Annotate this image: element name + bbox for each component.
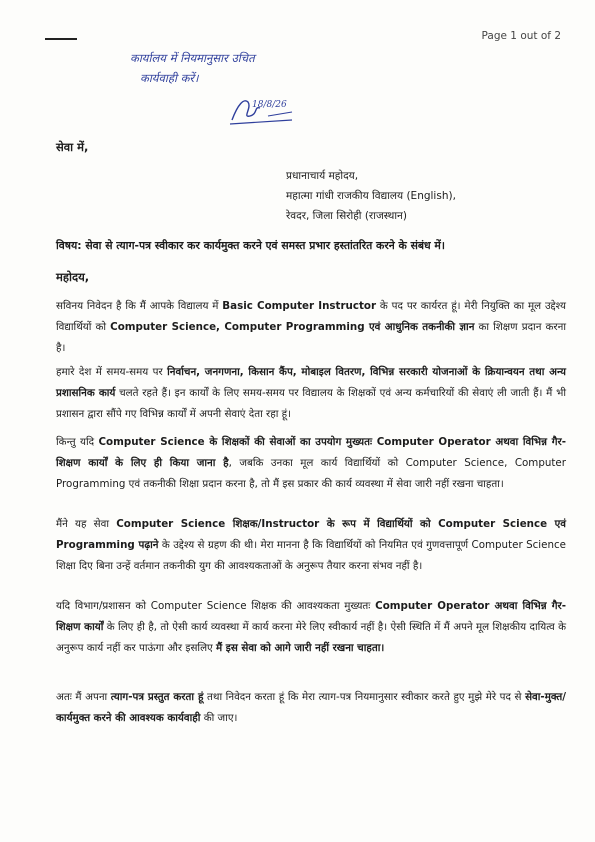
bold-text-run: निर्वाचन, जनगणना, किसान कैंप, मोबाइल वितरण, विभिन्न सरकारी योजनाओं के क्रियान्वयन तथा अन्य प्रशासनिक कार्य [56, 366, 567, 399]
handwritten-date: 18/8/26 [252, 100, 287, 110]
handwritten-signature [228, 94, 298, 128]
text-run: चलते रहते हैं। इन कार्यों के लिए समय-समय पर विद्यालय के शिक्षकों एवं अन्य कर्मचारियों की सेवाएं ली जाती हैं। मैं भी प्रशासन द्वारा सौंपे गए विभिन्न कार्यों में अपनी सेवाएं देता रहा हूं। [56, 387, 566, 420]
text-run: हमारे देश में समय-समय पर [56, 366, 168, 378]
address-line: प्रधानाचार्य महोदय, [286, 170, 359, 182]
bold-text-run: Basic Computer Instructor [222, 300, 377, 312]
body-paragraph [56, 687, 566, 729]
handwritten-note-line2: कार्यवाही करें। [140, 71, 199, 85]
body-paragraph [56, 514, 566, 577]
body-paragraph [56, 362, 566, 425]
salutation: सेवा में, [56, 140, 89, 154]
bold-text-run: त्याग-पत्र प्रस्तुत करता हूं [110, 691, 204, 703]
bold-text-run: Computer Science, Computer Programming एवं आधुनिक तकनीकी ज्ञान [110, 321, 475, 333]
text-run: किन्तु यदि [56, 436, 99, 448]
bold-text-run: Computer Science शिक्षक/Instructor के रूप में विद्यार्थियों को Computer Science एवं Programming पढ़ाने [56, 518, 567, 551]
text-run: मैंने यह सेवा [56, 518, 117, 530]
bold-text-run: मैं इस सेवा को आगे जारी नहीं रखना चाहता। [216, 642, 385, 654]
top-dash-mark [45, 38, 77, 40]
text-run: के पद पर कार्यरत हूं। मेरी नियुक्ति का मूल उद्देश्य विद्यार्थियों को [56, 300, 566, 333]
address-line: महात्मा गांधी राजकीय विद्यालय (English), [286, 190, 456, 202]
text-run: तथा निवेदन करता हूं कि मेरा त्याग-पत्र नियमानुसार स्वीकार करते हुए मुझे मेरे पद से [203, 691, 526, 703]
bold-text-run: सेवा-मुक्त/कार्यमुक्त करने की आवश्यक कार्यवाही [56, 691, 566, 724]
bold-text-run: Computer Science के शिक्षकों की सेवाओं का उपयोग मुख्यतः Computer Operator अथवा विभिन्न गैर-शिक्षण कार्यों के लिए ही किया जाना है [56, 436, 566, 469]
text-run: , जबकि उनका मूल कार्य विद्यार्थियों को Computer Science, Computer Programming एवं तकनीकी शिक्षा प्रदान करना है, तो मैं इस प्रकार की कार्य व्यवस्था में सेवा जारी नहीं रखना चाहता। [56, 457, 567, 490]
page-number: Page 1 out of 2 [481, 30, 561, 42]
subject-line: विषय: सेवा से त्याग-पत्र स्वीकार कर कार्यमुक्त करने एवं समस्त प्रभार हस्तांतरित करने के संबंध में। [56, 239, 445, 252]
text-run: के लिए ही है, तो ऐसी कार्य व्यवस्था में कार्य करना मेरे लिए स्वीकार्य नहीं है। ऐसी स्थिति में मैं अपने मूल शिक्षकीय दायित्व के अनुरूप कार्य नहीं कर पाऊंगा और इसलिए [56, 621, 566, 654]
greeting: महोदय, [56, 270, 90, 284]
address-line: रेवदर, जिला सिरोही (राजस्थान) [286, 210, 407, 222]
recipient-address [286, 166, 456, 226]
text-run: की जाए। [200, 712, 238, 724]
body-paragraph [56, 596, 566, 659]
text-run: सविनय निवेदन है कि मैं आपके विद्यालय में [56, 300, 223, 312]
text-run: का शिक्षण प्रदान करना है। [56, 321, 566, 354]
body-paragraph [56, 296, 566, 359]
bold-text-run: Computer Operator अथवा विभिन्न गैर-शिक्षण कार्यों [56, 600, 566, 633]
handwritten-note-line1: कार्यालय में नियमानुसार उचित [130, 51, 255, 65]
text-run: के उद्देश्य से ग्रहण की थी। मेरा मानना है कि विद्यार्थियों को नियमित एवं गुणवत्तापूर्ण Computer Science शिक्षा दिए बिना उन्हें वर्तमान तकनीकी युग की आवश्यकताओं के अनुरूप तैयार करना संभव नहीं है। [56, 539, 566, 572]
text-run: यदि विभाग/प्रशासन को Computer Science शिक्षक की आवश्यकता मुख्यतः [56, 600, 376, 612]
text-run: अतः मैं अपना [56, 691, 111, 703]
body-paragraph [56, 432, 566, 495]
